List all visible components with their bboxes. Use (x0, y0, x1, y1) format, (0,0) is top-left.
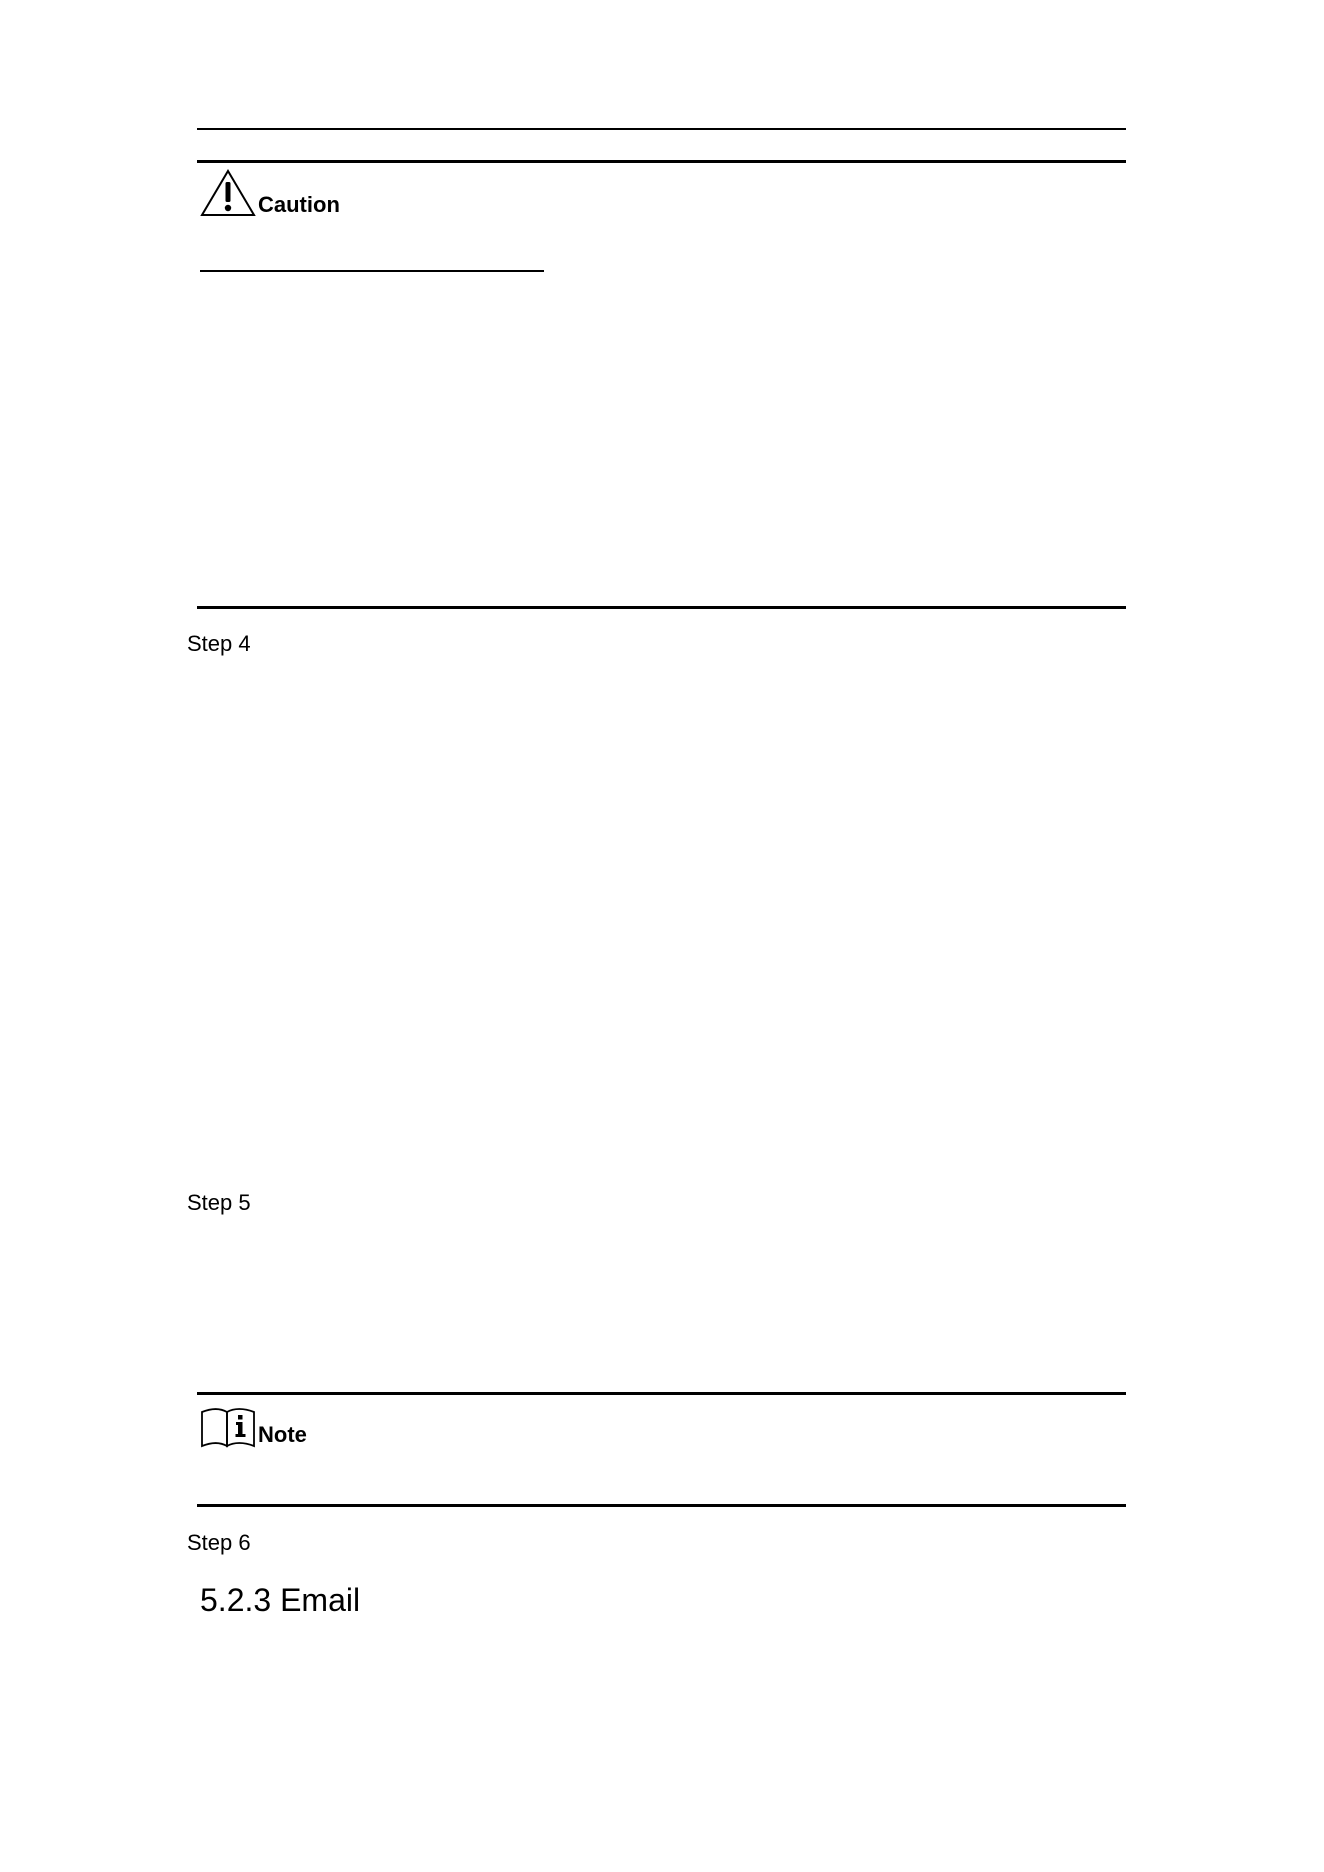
note-label: Note (258, 1422, 307, 1447)
warning-triangle-icon (200, 168, 256, 218)
caution-underline (200, 270, 544, 272)
caution-top-rule (197, 128, 1126, 130)
note-callout (200, 1406, 307, 1448)
step-4-label: Step 4 (187, 631, 251, 656)
note-bottom-rule (197, 1504, 1126, 1507)
info-book-icon (200, 1406, 256, 1448)
step-6-label: Step 6 (187, 1530, 251, 1555)
note-top-rule (197, 1392, 1126, 1395)
caution-bottom-rule (197, 606, 1126, 609)
caution-callout (200, 168, 340, 218)
section-heading: 5.2.3 Email (200, 1582, 361, 1618)
caution-header-rule (197, 160, 1126, 163)
step-5-label: Step 5 (187, 1190, 251, 1215)
caution-label: Caution (258, 192, 340, 217)
